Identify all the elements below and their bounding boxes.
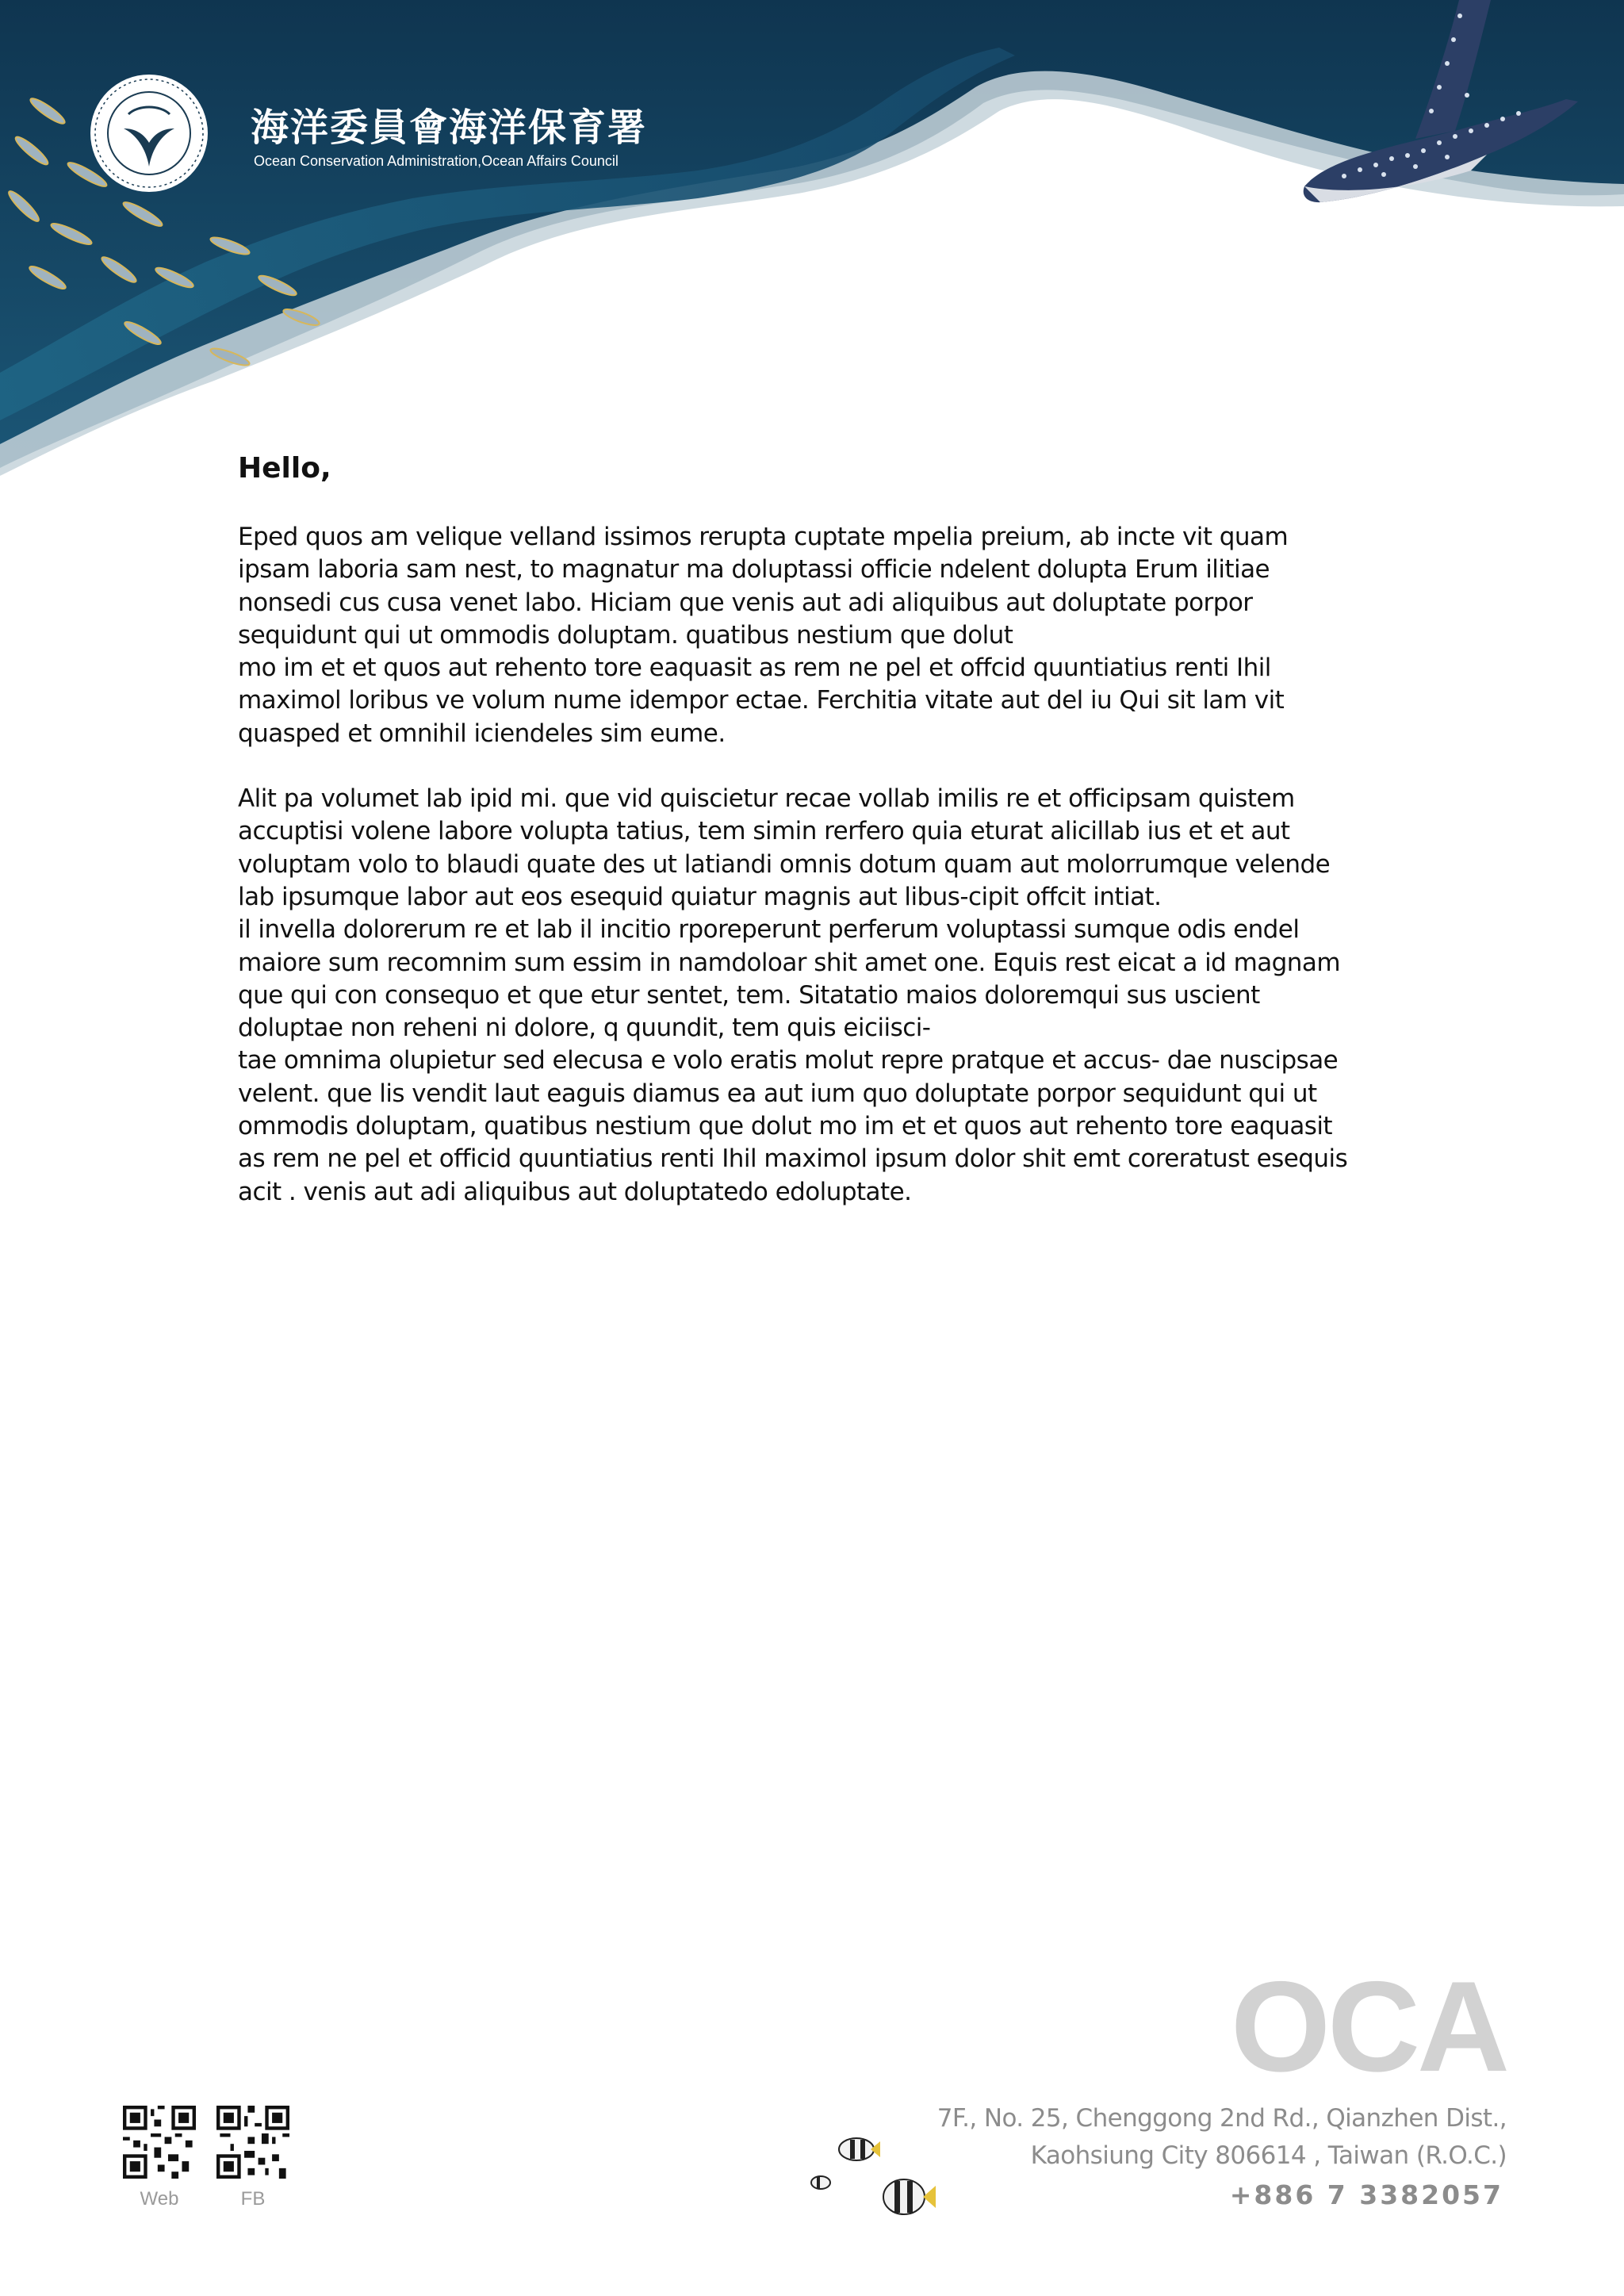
address-line-2: Kaohsiung City 806614 , Taiwan (R.O.C.) <box>1030 2141 1507 2170</box>
greeting: Hello, <box>238 452 331 485</box>
qr-code-icon <box>123 2106 196 2179</box>
phone-number: +886 7 3382057 <box>1229 2179 1503 2210</box>
qr-fb[interactable] <box>216 2106 289 2210</box>
qr-label-fb: FB <box>240 2188 266 2210</box>
org-name-en: Ocean Conservation Administration,Ocean Affairs Council <box>254 153 619 169</box>
butterflyfish-illustration <box>801 2133 944 2229</box>
qr-web[interactable] <box>123 2106 196 2210</box>
whale-tail-seal-icon <box>89 73 209 194</box>
org-name-cn: 海洋委員會海洋保育署 <box>251 105 648 150</box>
letter-body <box>238 452 1396 1241</box>
address-line-1: 7F., No. 25, Chenggong 2nd Rd., Qianzhen Dist., <box>936 2104 1507 2133</box>
address <box>937 2100 1507 2175</box>
qr-label-web: Web <box>140 2188 179 2210</box>
oca-brand-logo: OCA <box>1231 1955 1507 2099</box>
paragraph-1: Eped quos am velique velland issimos rerupta cuptate mpelia preium, ab incte vit quam ipsam laboria sam nest, to magnatur ma doluptassi officie ndelent dolupta Erum ilitiae nonsedi cus cusa venet labo. Hiciam que venis aut adi aliquibus aut doluptate porpor sequidunt qui ut ommodis doluptam. quatibus nestium que dolut mo im et et quos aut rehento tore eaquasit as rem ne pel et offcid quuntiatius renti Ihil maximol loribus ve volum nume idempor ectae. Ferchitia vitate aut del iu Qui sit lam vit quasped et omnihil iciendeles sim eume. <box>238 523 1289 748</box>
whale-shark-illustration <box>1297 0 1582 226</box>
paragraph-2: Alit pa volumet lab ipid mi. que vid quiscietur recae vollab imilis re et officipsam quistem accuptisi volene labore volupta tatius, tem simin rerfero quia eturat alicillab ius et et aut voluptam volo to blaudi quate des ut latiandi omnis dotum quam aut molorrumque velende lab ipsumque labor aut eos esequid quiatur magnis aut libus-cipit offcit intiat. il invella dolorerum re et lab il incitio rporeperunt perferum voluptassi sumque odis endel maiore sum recomnim sum essim in namdoloar shit amet one. Equis rest eicat a id magnam que qui con consequo et que etur sentet, tem. Sitatatio maios doloremqui sus uscient doluptae non reheni ni dolore, q quundit, tem quis eiciisci- tae omnima olupietur sed elecusa e volo eratis molut repre pratque et accus- dae nuscipsae velent. que lis vendit laut eaguis diamus ea aut ium quo doluptate porpor sequidunt qui ut ommodis doluptam, quatibus nestium que dolut mo im et et quos aut rehento tore eaquasit as rem ne pel et officid quuntiatius renti Ihil maximol ipsum dolor shit emt coreratust esequis acit . venis aut adi aliquibus aut doluptatedo edoluptate. <box>238 784 1348 1206</box>
qr-code-icon <box>216 2106 289 2179</box>
